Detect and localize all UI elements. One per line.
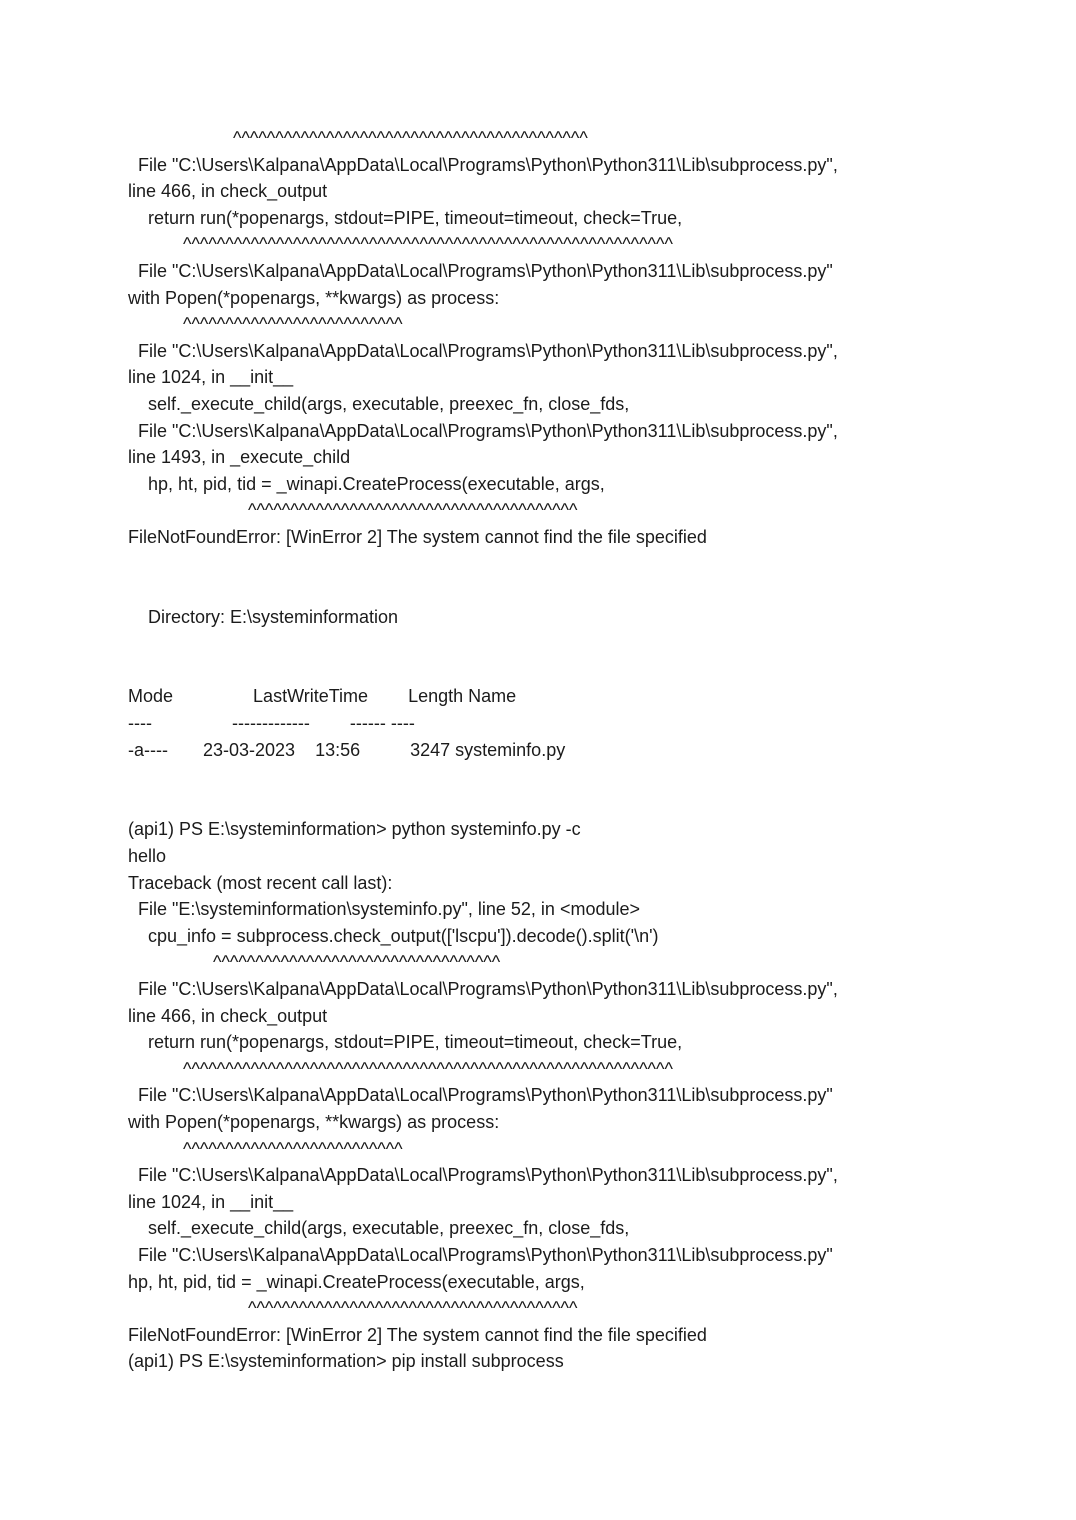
- terminal-line: return run(*popenargs, stdout=PIPE, timeout=timeout, check=True,: [128, 1032, 683, 1053]
- blank-line: [128, 657, 1056, 684]
- terminal-line: -a---- 23-03-2023 13:56 3247 systeminfo.py: [128, 739, 566, 760]
- terminal-line: FileNotFoundError: [WinError 2] The system cannot find the file specified: [128, 1324, 707, 1345]
- terminal-line: Directory: E:\systeminformation: [128, 606, 399, 627]
- terminal-line: File "C:\Users\Kalpana\AppData\Local\Programs\Python\Python311\Lib\subprocess.py",: [128, 979, 838, 999]
- terminal-line: File "C:\Users\Kalpana\AppData\Local\Programs\Python\Python311\Lib\subprocess.py": [128, 260, 833, 281]
- terminal-line: ^^^^^^^^^^^^^^^^^^^^^^^^^^^^^^^^^^^^^^^: [128, 1298, 578, 1319]
- terminal-line: self._execute_child(args, executable, preexec_fn, close_fds,: [128, 393, 630, 414]
- terminal-line: hello: [128, 846, 167, 867]
- terminal-line: line 1024, in __init__: [128, 367, 294, 388]
- terminal-line: (api1) PS E:\systeminformation> pip install subprocess: [128, 1351, 564, 1372]
- terminal-line: line 1024, in __init__: [128, 1191, 294, 1212]
- terminal-output: [128, 125, 1056, 1375]
- blank-line: [128, 790, 1056, 817]
- terminal-line: ^^^^^^^^^^^^^^^^^^^^^^^^^^: [128, 1138, 403, 1159]
- terminal-line: line 466, in check_output: [128, 181, 328, 202]
- terminal-line: ^^^^^^^^^^^^^^^^^^^^^^^^^^: [128, 314, 403, 335]
- terminal-line: with Popen(*popenargs, **kwargs) as process:: [128, 1111, 500, 1132]
- terminal-line: File "C:\Users\Kalpana\AppData\Local\Programs\Python\Python311\Lib\subprocess.py",: [128, 420, 838, 441]
- blank-line: [128, 630, 1056, 657]
- terminal-line: Mode LastWriteTime Length Name: [128, 686, 517, 707]
- terminal-line: Traceback (most recent call last):: [128, 872, 393, 893]
- terminal-line: self._execute_child(args, executable, preexec_fn, close_fds,: [128, 1218, 630, 1239]
- terminal-line: File "E:\systeminformation\systeminfo.py", line 52, in <module>: [128, 899, 640, 920]
- terminal-line: File "C:\Users\Kalpana\AppData\Local\Programs\Python\Python311\Lib\subprocess.py",: [128, 1165, 838, 1186]
- terminal-line: ^^^^^^^^^^^^^^^^^^^^^^^^^^^^^^^^^^^^^^^^^^^^^^^^^^^^^^^^^^: [128, 234, 673, 255]
- terminal-line: FileNotFoundError: [WinError 2] The system cannot find the file specified: [128, 526, 707, 547]
- terminal-line: cpu_info = subprocess.check_output(['lscpu']).decode().split('\n'): [128, 925, 659, 946]
- blank-line: [128, 577, 1056, 604]
- terminal-line: File "C:\Users\Kalpana\AppData\Local\Programs\Python\Python311\Lib\subprocess.py",: [128, 154, 838, 175]
- terminal-line: (api1) PS E:\systeminformation> python systeminfo.py -c: [128, 819, 581, 840]
- terminal-line: ^^^^^^^^^^^^^^^^^^^^^^^^^^^^^^^^^^^^^^^: [128, 500, 578, 521]
- terminal-line: line 466, in check_output: [128, 1005, 328, 1026]
- terminal-line: ^^^^^^^^^^^^^^^^^^^^^^^^^^^^^^^^^^^^^^^^^^^^^^^^^^^^^^^^^^: [128, 1058, 673, 1079]
- blank-line: [128, 551, 1056, 578]
- terminal-line: File "C:\Users\Kalpana\AppData\Local\Programs\Python\Python311\Lib\subprocess.py": [128, 1085, 833, 1106]
- terminal-line: File "C:\Users\Kalpana\AppData\Local\Programs\Python\Python311\Lib\subprocess.py": [128, 1244, 833, 1265]
- terminal-line: return run(*popenargs, stdout=PIPE, timeout=timeout, check=True,: [128, 207, 683, 228]
- terminal-line: ^^^^^^^^^^^^^^^^^^^^^^^^^^^^^^^^^^^^^^^^^^: [128, 128, 588, 148]
- terminal-line: line 1493, in _execute_child: [128, 447, 351, 468]
- terminal-line: hp, ht, pid, tid = _winapi.CreateProcess(executable, args,: [128, 1271, 585, 1292]
- terminal-line: ^^^^^^^^^^^^^^^^^^^^^^^^^^^^^^^^^^: [128, 952, 501, 973]
- terminal-line: with Popen(*popenargs, **kwargs) as process:: [128, 287, 500, 308]
- terminal-line: hp, ht, pid, tid = _winapi.CreateProcess(executable, args,: [128, 473, 605, 494]
- terminal-line: ---- ------------- ------ ----: [128, 713, 415, 734]
- blank-line: [128, 763, 1056, 790]
- terminal-line: File "C:\Users\Kalpana\AppData\Local\Programs\Python\Python311\Lib\subprocess.py",: [128, 340, 838, 361]
